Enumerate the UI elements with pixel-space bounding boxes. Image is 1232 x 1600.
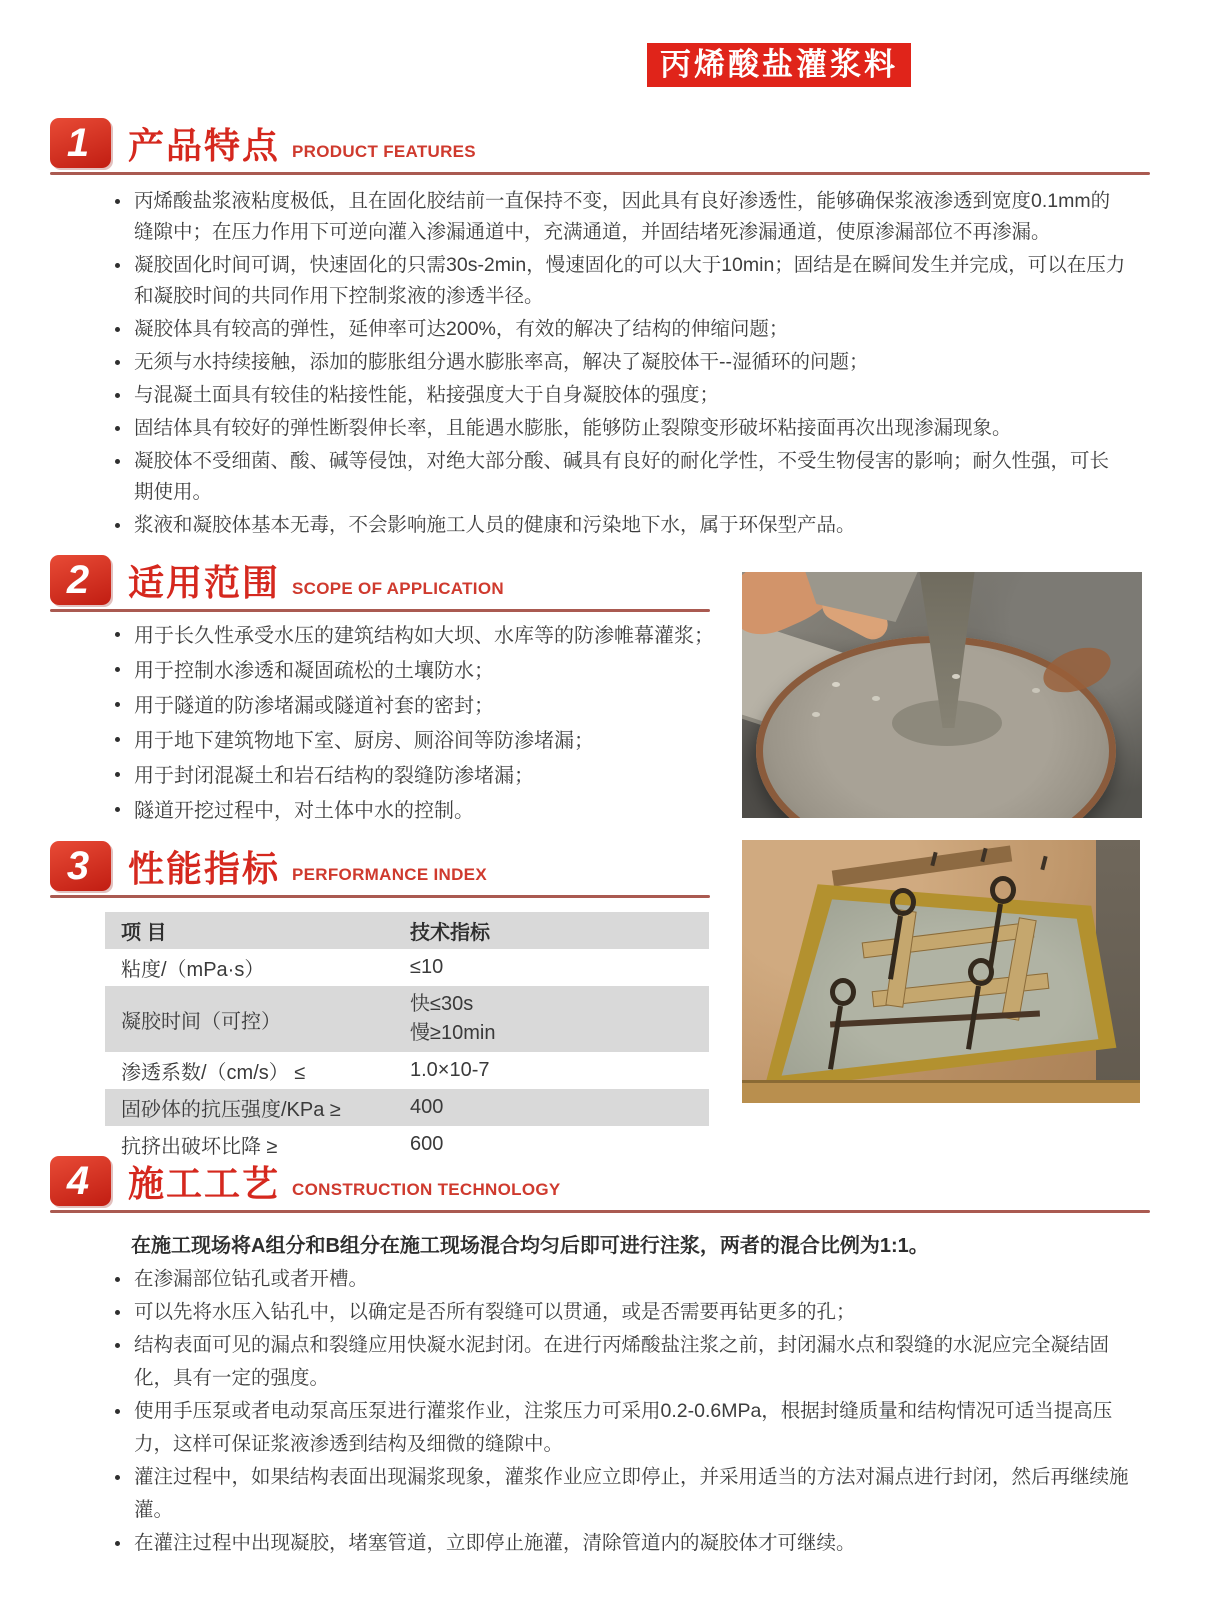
list-item: 凝胶体具有较高的弹性，延伸率可达200%，有效的解决了结构的伸缩问题； [108, 314, 1126, 345]
section-1-title-en: PRODUCT FEATURES [292, 142, 476, 161]
list-item: 灌注过程中，如果结构表面出现漏浆现象，灌浆作业应立即停止，并采用适当的方法对漏点进行封闭，然后再继续施灌。 [108, 1461, 1132, 1527]
section-4-number-badge: 4 [50, 1156, 111, 1206]
list-item: 可以先将水压入钻孔中，以确定是否所有裂缝可以贯通，或是否需要再钻更多的孔； [108, 1296, 1132, 1329]
list-item: 用于长久性承受水压的建筑结构如大坝、水库等的防渗帷幕灌浆； [108, 619, 738, 654]
list-item: 无须与水持续接触，添加的膨胀组分遇水膨胀率高，解决了凝胶体干--湿循环的问题； [108, 347, 1126, 378]
anchor-hook-shape [968, 958, 994, 1050]
table-header-row [105, 912, 709, 949]
list-item: 与混凝土面具有较佳的粘接性能，粘接强度大于自身凝胶体的强度； [108, 380, 1126, 411]
section-2-number-badge: 2 [50, 555, 111, 605]
construction-intro-text: 在施工现场将A组分和B组分在施工现场混合均匀后即可进行注浆，两者的混合比例为1:1。 [131, 1235, 929, 1257]
section-2-title-en: SCOPE OF APPLICATION [292, 579, 504, 598]
gel-time-fast: 快≤30s [410, 993, 474, 1015]
table-header-item: 项 目 [121, 922, 167, 944]
table-cell-value: 600 [410, 1133, 444, 1155]
table-row [105, 949, 709, 986]
product-title-banner: 丙烯酸盐灌浆料 [647, 43, 911, 87]
section-2-header [50, 555, 504, 612]
list-item: 丙烯酸盐浆液粘度极低，且在固化胶结前一直保持不变，因此具有良好渗透性，能够确保浆液渗透到宽度0.1mm的缝隙中；在压力作用下可逆向灌入渗漏通道中，充满通道，并固结堵死渗漏通道，使原渗漏部位不再渗漏。 [108, 186, 1126, 248]
list-item: 在渗漏部位钻孔或者开槽。 [108, 1263, 1132, 1296]
list-item: 隧道开挖过程中，对土体中水的控制。 [108, 794, 738, 829]
list-item: 用于控制水渗透和凝固疏松的土壤防水； [108, 654, 738, 689]
table-cell-value: 1.0×10-7 [410, 1059, 490, 1081]
section-3-rule [50, 895, 710, 898]
table-row [105, 1089, 709, 1126]
wood-edge-shape [742, 1080, 1140, 1103]
anchor-hook-shape [890, 888, 916, 980]
list-item: 浆液和凝胶体基本无毒，不会影响施工人员的健康和污染地下水，属于环保型产品。 [108, 510, 1126, 541]
list-item: 用于地下建筑物地下室、厨房、厕浴间等防渗堵漏； [108, 724, 738, 759]
section-3-header [50, 841, 487, 898]
table-cell-item: 抗挤出破坏比降 ≥ [121, 1136, 278, 1158]
list-item: 凝胶体不受细菌、酸、碱等侵蚀，对绝大部分酸、碱具有良好的耐化学性，不受生物侵害的影响；耐久性强，可长期使用。 [108, 446, 1126, 508]
table-cell-item: 固砂体的抗压强度/KPa ≥ [121, 1099, 341, 1121]
performance-index-table [105, 912, 709, 1163]
list-item: 凝胶固化时间可调，快速固化的只需30s-2min，慢速固化的可以大于10min；固结是在瞬间发生并完成，可以在压力和凝胶时间的共同作用下控制浆液的渗透半径。 [108, 250, 1126, 312]
section-4-rule [50, 1210, 1150, 1213]
product-features-list [108, 186, 1126, 543]
slurry-fleck-shape [832, 682, 840, 687]
list-item: 使用手压泵或者电动泵高压泵进行灌浆作业，注浆压力可采用0.2-0.6MPa，根据封缝质量和结构情况可适当提高压力，这样可保证浆液渗透到结构及细微的缝隙中。 [108, 1395, 1132, 1461]
section-4-title-en: CONSTRUCTION TECHNOLOGY [292, 1180, 561, 1199]
section-1-number-badge: 1 [50, 118, 111, 168]
construction-technology-list [108, 1263, 1132, 1560]
nail-shape [1040, 856, 1047, 871]
table-row [105, 986, 709, 1052]
section-3-title-en: PERFORMANCE INDEX [292, 865, 487, 884]
gel-time-slow: 慢≥10min [410, 1022, 496, 1044]
section-4-title-cn: 施工工艺 [128, 1163, 281, 1204]
table-cell-value [395, 986, 709, 1052]
table-header-value: 技术指标 [410, 922, 490, 944]
section-1-title-cn: 产品特点 [128, 125, 281, 166]
list-item: 结构表面可见的漏点和裂缝应用快凝水泥封闭。在进行丙烯酸盐注浆之前，封闭漏水点和裂缝的水泥应完全凝结固化，具有一定的强度。 [108, 1329, 1132, 1395]
list-item: 用于隧道的防渗堵漏或隧道衬套的密封； [108, 689, 738, 724]
table-row [105, 1052, 709, 1089]
section-4-header [50, 1156, 561, 1213]
section-2-rule [50, 609, 710, 612]
section-2-title-cn: 适用范围 [128, 562, 281, 603]
table-cell-item: 渗透系数/（cm/s） ≤ [121, 1062, 306, 1084]
anchor-hook-shape [990, 876, 1016, 968]
section-1-header [50, 118, 476, 175]
formwork-grouting-photo [742, 840, 1140, 1103]
list-item: 在灌注过程中出现凝胶，堵塞管道，立即停止施灌，清除管道内的凝胶体才可继续。 [108, 1527, 1132, 1560]
table-cell-value: ≤10 [410, 956, 444, 978]
grout-mixing-photo [742, 572, 1142, 818]
table-cell-item: 凝胶时间（可控） [121, 1010, 281, 1033]
section-3-title-cn: 性能指标 [128, 848, 281, 889]
anchor-hook-shape [830, 978, 856, 1070]
table-cell-item: 粘度/（mPa·s） [121, 959, 265, 981]
table-cell-value: 400 [410, 1096, 444, 1118]
section-3-number-badge: 3 [50, 841, 111, 891]
section-1-rule [50, 172, 1150, 175]
list-item: 固结体具有较好的弹性断裂伸长率，且能遇水膨胀，能够防止裂隙变形破坏粘接面再次出现渗漏现象。 [108, 413, 1126, 444]
scope-of-application-list [108, 619, 738, 829]
list-item: 用于封闭混凝土和岩石结构的裂缝防渗堵漏； [108, 759, 738, 794]
